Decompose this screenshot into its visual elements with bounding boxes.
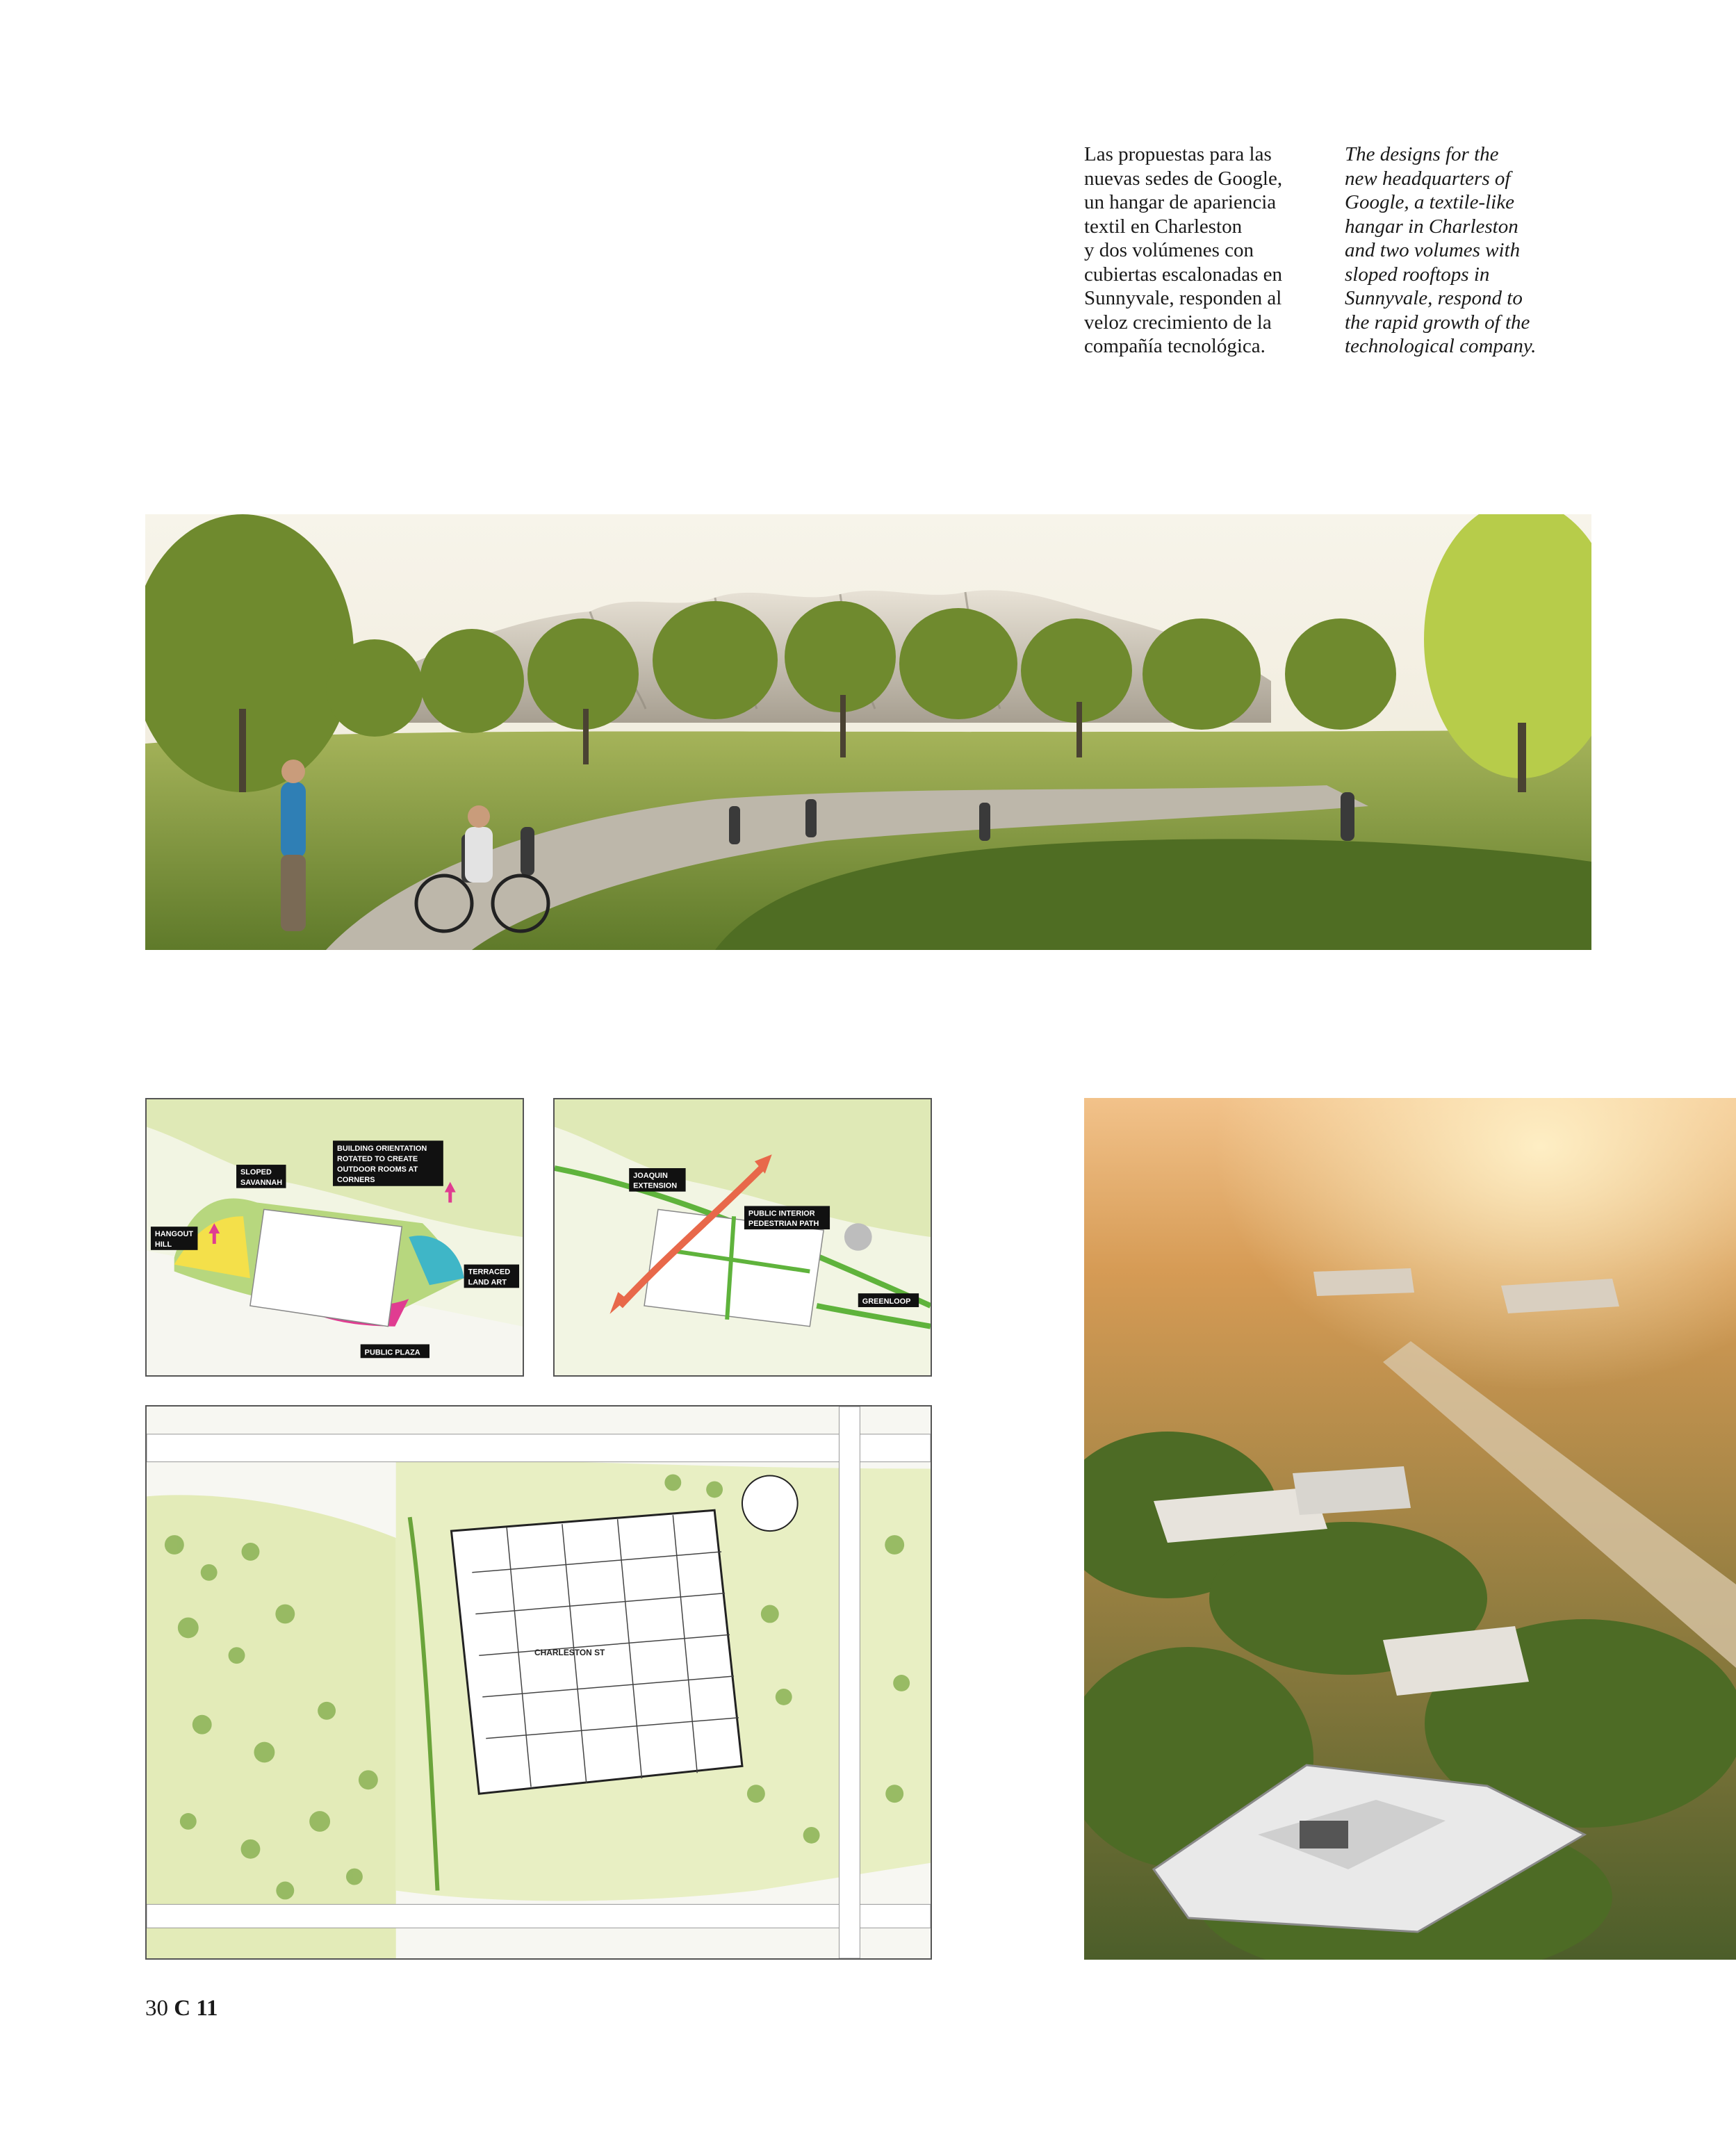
- label-public-plaza: PUBLIC PLAZA: [364, 1348, 420, 1357]
- caption-spanish-text: Las propuestas para las nuevas sedes de Google, un hangar de apariencia textil en Charleston y dos volúmenes con cubiertas escalonadas en Sunnyvale, responden al veloz crecimiento de la compañía tecnológica.: [1084, 143, 1283, 357]
- label-savannah: SAVANNAH: [240, 1178, 283, 1187]
- page-folio: [145, 1996, 218, 2022]
- caption-english: [1345, 142, 1609, 359]
- page-number: 30: [145, 1996, 168, 2021]
- magazine-mark: C 11: [174, 1996, 218, 2021]
- label-land-art: LAND ART: [468, 1278, 507, 1287]
- label-orientation-3: OUTDOOR ROOMS AT: [336, 1165, 418, 1174]
- caption-english-text: The designs for the new headquarters of Google, a textile-like hangar in Charleston and two volumes with sloped rooftops in Sunnyvale, respond to the rapid growth of the technological company.: [1345, 143, 1537, 357]
- label-orientation-1: BUILDING ORIENTATION: [336, 1145, 427, 1154]
- hero-rendering-charleston: [145, 514, 1591, 950]
- label-orientation-4: CORNERS: [336, 1175, 375, 1184]
- site-diagram-circulation: [553, 1098, 932, 1377]
- label-sloped: SLOPED: [240, 1167, 272, 1177]
- label-hangout: HANGOUT: [154, 1230, 194, 1239]
- site-plan-charleston: [145, 1405, 932, 1960]
- label-terraced: TERRACED: [468, 1268, 511, 1277]
- aerial-rendering-sunnyvale: [1084, 1098, 1736, 1960]
- label-joaquin: JOAQUIN: [633, 1171, 668, 1180]
- label-orientation-2: ROTATED TO CREATE: [336, 1155, 418, 1164]
- label-extension: EXTENSION: [633, 1181, 678, 1190]
- site-diagram-landscape: [145, 1098, 524, 1377]
- label-hill: HILL: [154, 1240, 172, 1249]
- label-greenloop: GREENLOOP: [862, 1297, 911, 1306]
- label-charleston-st: CHARLESTON ST: [534, 1648, 605, 1658]
- caption-spanish: [1084, 142, 1341, 359]
- label-public-interior: PUBLIC INTERIOR: [748, 1209, 815, 1218]
- label-pedestrian-path: PEDESTRIAN PATH: [748, 1220, 819, 1229]
